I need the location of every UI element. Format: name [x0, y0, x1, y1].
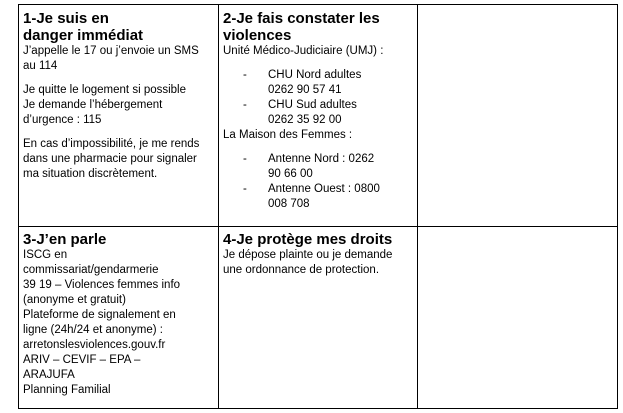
mdf-label: La Maison des Femmes :	[223, 129, 353, 141]
cell-title: 3-J’en parle	[23, 231, 107, 248]
border-middle	[18, 226, 618, 227]
cell-text: ISCG en commissariat/gendarmerie	[23, 249, 159, 276]
cell-en-parle	[23, 231, 213, 398]
cell-empty-top	[422, 10, 612, 220]
cell-title: 4-Je protège mes droits	[223, 231, 393, 248]
cell-text: Je quitte le logement si possible	[23, 84, 187, 96]
border-top	[18, 4, 618, 5]
border-col2	[417, 4, 418, 409]
cell-title: 2-Je fais constater les violences	[223, 10, 380, 44]
cell-constater	[223, 10, 413, 212]
cell-text: Plateforme de signalement en ligne (24h/24 et anonyme) : arretonslesviolences.gouv.fr	[23, 309, 176, 351]
list-item-text: CHU Sud adultes 0262 35 92 00	[268, 99, 357, 126]
cell-droits	[223, 231, 413, 278]
dash-bullet: -	[243, 153, 247, 165]
cell-title: 1-Je suis en danger immédiat	[23, 10, 144, 44]
umj-label: Unité Médico-Judiciaire (UMJ) :	[223, 45, 384, 57]
cell-text: En cas d’impossibilité, je me rends dans une pharmacie pour signaler ma situation discrètement.	[23, 138, 200, 180]
cell-danger	[23, 10, 213, 182]
list-item-text: Antenne Nord : 0262 90 66 00	[268, 153, 375, 180]
cell-text: Planning Familial	[23, 384, 111, 396]
border-left	[18, 4, 19, 409]
cell-text: Je demande l’hébergement d’urgence : 115	[23, 99, 163, 126]
list-item	[223, 182, 383, 212]
cell-text: J’appelle le 17 ou j’envoie un SMS au 114	[23, 45, 199, 72]
cell-text: Je dépose plainte ou je demande une ordonnance de protection.	[223, 249, 393, 276]
list-item	[223, 152, 383, 182]
cell-text: 39 19 – Violences femmes info (anonyme et gratuit)	[23, 279, 181, 306]
list-item	[223, 68, 378, 98]
dash-bullet: -	[243, 69, 247, 81]
cell-text: ARIV – CEVIF – EPA – ARAJUFA	[23, 354, 141, 381]
border-right	[617, 4, 618, 409]
cell-empty-bottom	[422, 231, 612, 401]
dash-bullet: -	[243, 183, 247, 195]
list-item-text: Antenne Ouest : 0800 008 708	[268, 183, 380, 210]
border-bottom	[18, 408, 618, 409]
list-item	[223, 98, 378, 128]
list-item-text: CHU Nord adultes 0262 90 57 41	[268, 69, 362, 96]
border-col1	[218, 4, 219, 409]
dash-bullet: -	[243, 99, 247, 111]
